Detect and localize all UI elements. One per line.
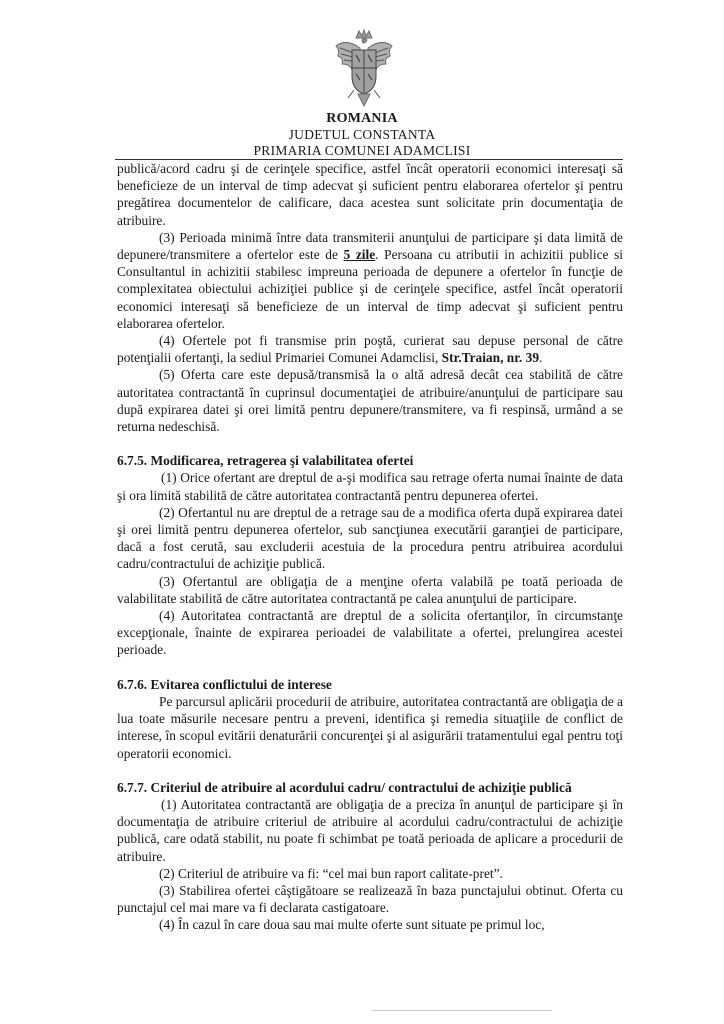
document-body bbox=[117, 160, 623, 934]
paragraph-4 bbox=[117, 332, 623, 366]
section-675-item-1: (1) Orice ofertant are dreptul de a-şi modifica sau retrage oferta numai înainte de data şi ora limită stabilită de către autoritatea contractantă pentru depunerea ofertei. bbox=[117, 470, 623, 503]
section-677-item-4: (4) În cazul în care doua sau mai multe oferte sunt situate pe primul loc, bbox=[159, 917, 545, 933]
spacer bbox=[117, 435, 623, 452]
paragraph-3-text-a: (3) Perioada minimă între data transmiterii anunţului de participare şi data limită de depunere/transmitere a ofertelor este de bbox=[117, 229, 623, 263]
paragraph-3-text-b: . Persoana cu atributii in achizitii publice si Consultantul in achizitii stabilesc impreuna perioada de depunere a ofertelor în funcţie de complexitatea obiectului achiziţiei publice şi de cerinţele specifice, astfel încât operatorii economici interesaţi să beneficieze de un interval de timp adecvat şi suficient pentru elaborarea ofertelor. bbox=[117, 247, 623, 331]
header-county: JUDETUL CONSTANTA bbox=[288, 127, 436, 142]
section-675-item-3: (3) Ofertantul are obligaţia de a menţine oferta valabilă pe toată perioada de valabilitate stabilită de către autoritatea contractantă pe calea anunţului de participare. bbox=[117, 573, 623, 606]
header-town-hall: PRIMARIA COMUNEI ADAMCLISI bbox=[253, 143, 471, 158]
section-675-heading: 6.7.5. Modificarea, retragerea şi valabilitatea ofertei bbox=[117, 453, 414, 469]
paragraph-3-term: 5 zile bbox=[343, 247, 376, 263]
section-677-item-3: (3) Stabilirea ofertei câştigătoare se realizează în baza punctajului obtinut. Oferta cu punctajul cel mai mare va fi declarata castigatoare. bbox=[117, 882, 623, 916]
paragraph-4-address: Str.Traian, nr. 39 bbox=[441, 350, 540, 366]
paragraph-3 bbox=[117, 229, 623, 332]
footer-divider bbox=[372, 1010, 552, 1011]
spacer bbox=[117, 659, 623, 676]
paragraph-5: (5) Oferta care este depusă/transmisă la o altă adresă decât cea stabilită de către autoritatea contractantă în cuprinsul documentaţiei de atribuire/anunţului de participare sau după expirarea datei şi orei limită pentru depunere/transmitere, va fi respinsă, urmând a se returna nedeschisă. bbox=[117, 367, 623, 435]
section-677-item-1: (1) Autoritatea contractantă are obligaţia de a preciza în anunţul de participare şi în documentaţia de atribuire criteriul de atribuire al acordului cadru/contractului de achiziţie publică, care odată stabilit, nu poate fi schimbat pe toată perioada de aplicare a procedurii de atribuire. bbox=[117, 796, 623, 864]
section-677-item-2: (2) Criteriul de atribuire va fi: “cel mai bun raport calitate-pret”. bbox=[159, 865, 503, 881]
section-675-item-4: (4) Autoritatea contractantă are dreptul de a solicita ofertanţilor, în circumstanţe excepţionale, înainte de expirarea perioadei de valabilitate a ofertei, prelungirea acestei perioade. bbox=[117, 608, 623, 658]
section-676-heading: 6.7.6. Evitarea conflictului de interese bbox=[117, 676, 332, 692]
paragraph-4-text-a: (4) Ofertele pot fi transmise prin poştă, curierat sau depuse personal de către potenţialii ofertanţi, la sediul Primariei Comunei Adamclisi, bbox=[117, 333, 623, 366]
paragraph-continuation: publică/acord cadru şi de cerinţele specifice, astfel încât operatorii economici interesaţi să beneficieze de un interval de timp adecvat şi suficient pentru elaborarea ofertelor şi pentru pregătirea documentelor de calificare, daca acestea sunt solicitate prin documentaţia de atribuire. bbox=[117, 161, 623, 228]
section-676-text: Pe parcursul aplicării procedurii de atribuire, autoritatea contractantă are obligaţia de a lua toate măsurile necesare pentru a preveni, identifica şi remedia situaţiile de conflict de interese, în scopul evitării denaturării concurenţei şi al asigurării tratamentului egal pentru toţi operatorii economici. bbox=[117, 693, 623, 761]
section-677-heading: 6.7.7. Criteriul de atribuire al acordului cadru/ contractului de achiziţie publică bbox=[117, 779, 572, 795]
header-country: ROMANIA bbox=[326, 111, 398, 126]
spacer bbox=[117, 762, 623, 779]
romania-coat-of-arms-icon bbox=[332, 28, 396, 112]
paragraph-4-text-b: . bbox=[539, 350, 543, 366]
section-675-item-2: (2) Ofertantul nu are dreptul de a retrage sau de a modifica oferta după expirarea datei şi orei limită pentru depunerea ofertelor, sub sancţiunea executării garanţiei de participare, dacă a fost cerută, sau excluderii acestuia de la procedura pentru atribuirea acordului cadru/contractului de achiziţie publică. bbox=[117, 504, 623, 572]
